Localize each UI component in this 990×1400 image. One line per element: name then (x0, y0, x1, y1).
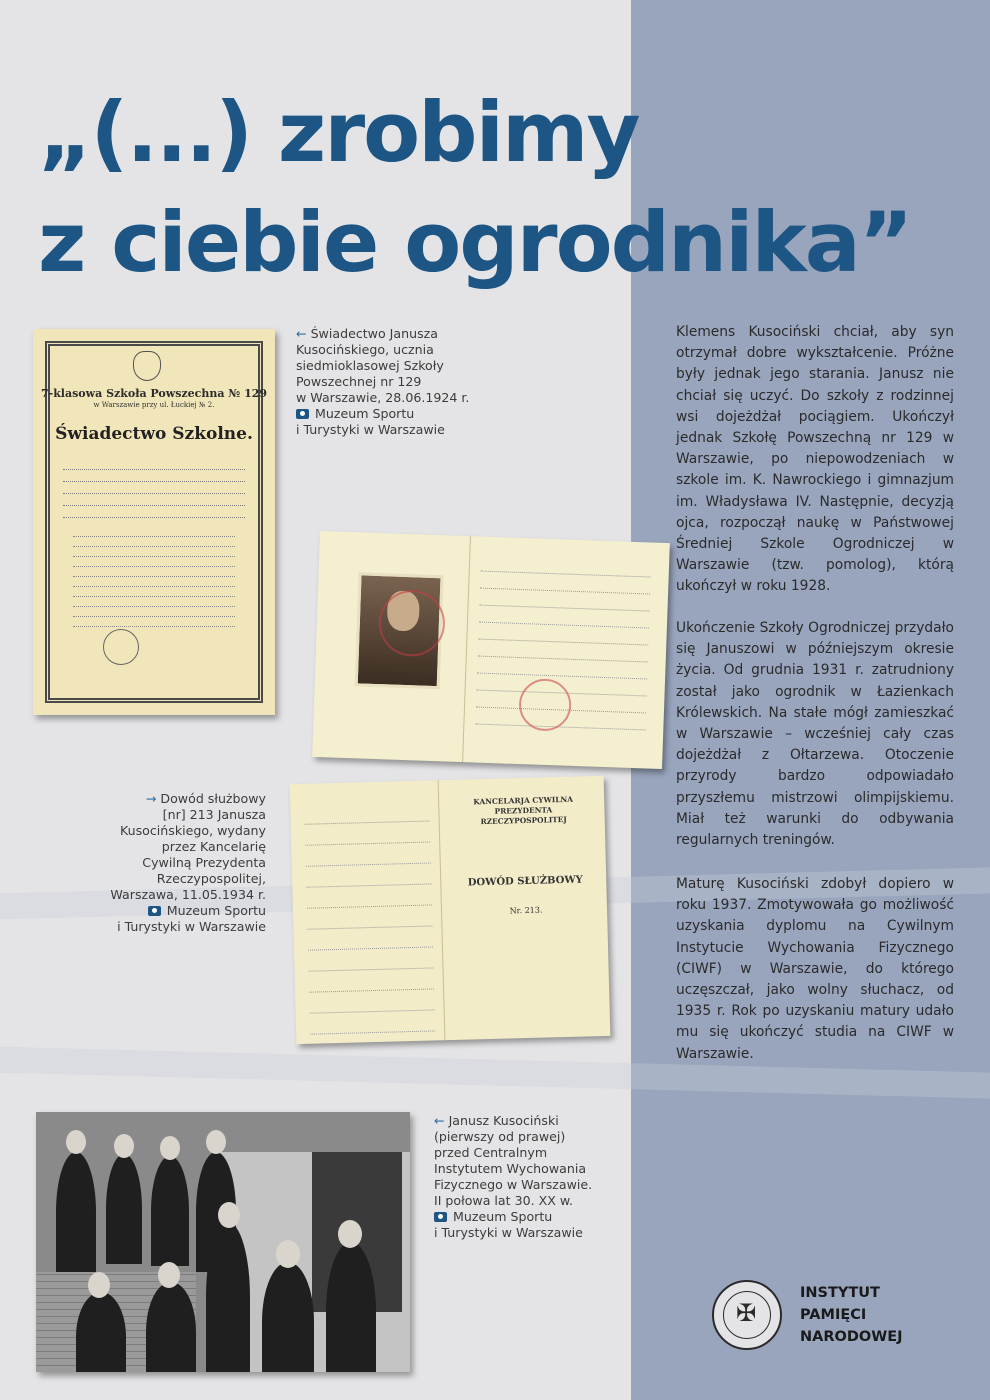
caption-line: Rzeczypospolitej, (156, 871, 266, 886)
arrow-right-icon: → (145, 791, 157, 806)
body-paragraph-2: Ukończenie Szkoły Ogrodniczej przydało się Januszowi w późniejszym okresie życia. Od grudnia 1931 r. zatrudniony został jako ogrodnik w Łazienkach Królewskich. Na stałe mógł zamieszkać w Warszawie – wcześniej cały czas dojeżdżał z Ołtarzewa. Otoczenie przyrody bardzo odpowiadało przyszłemu mistrzowi olimpijskiemu. Miał też warunki do odbywania regularnych treningów. (676, 620, 954, 849)
group-photo (36, 1112, 410, 1372)
arrow-left-icon: ← (434, 1113, 445, 1128)
caption-source: Muzeum Sportu (315, 406, 415, 421)
camera-icon (148, 906, 161, 916)
logo-line: INSTYTUT (800, 1285, 880, 1301)
caption-line: Dowód służbowy (160, 791, 266, 806)
id-card-caption (100, 791, 266, 935)
caption-line: Powszechnej nr 129 (296, 374, 422, 389)
caption-line: (pierwszy od prawej) (434, 1129, 566, 1144)
id-card-cover-image (290, 776, 611, 1044)
camera-icon (434, 1212, 447, 1222)
ipn-logo (712, 1280, 920, 1350)
caption-source: i Turystyki w Warszawie (296, 422, 445, 437)
eagle-emblem-icon (133, 351, 161, 381)
body-paragraph-3: Maturę Kusociński zdobył dopiero w roku 1937. Zmotywowała go możliwość uzyskania dyplomu na Cywilnym Instytucie Wychowania Fizycznego (CIWF) w Warszawie, do którego uczęszczał, jako wolny słuchacz, od 1935 r. Rok po uzyskaniu matury udało mu się ukończyć studia na CIWF w Warszawie. (676, 876, 954, 1062)
caption-line: Cywilną Prezydenta (142, 855, 266, 870)
arrow-left-icon: ← (296, 326, 307, 341)
logo-name (800, 1282, 903, 1348)
caption-line: Warszawa, 11.05.1934 r. (110, 887, 266, 902)
caption-source: i Turystyki w Warszawie (117, 919, 266, 934)
caption-line: Świadectwo Janusza (310, 326, 438, 341)
caption-line: w Warszawie, 28.06.1924 r. (296, 390, 470, 405)
caption-line: Instytutem Wychowania (434, 1161, 587, 1176)
school-certificate-image (33, 329, 275, 715)
id-heading: DOWÓD SŁUŻBOWY (467, 874, 583, 889)
id-cover-fields (304, 801, 435, 1035)
certificate-fields (63, 461, 245, 521)
caption-line: Kusocińskiego, wydany (120, 823, 266, 838)
caption-source: i Turystyki w Warszawie (434, 1225, 583, 1240)
title-line-1: „(...) zrobimy (38, 84, 639, 181)
caption-line: siedmioklasowej Szkoły (296, 358, 444, 373)
id-office: KANCELARJA CYWILNA PREZYDENTA RZECZYPOSPOLITEJ (473, 794, 574, 827)
caption-source: Muzeum Sportu (453, 1209, 553, 1224)
page-title (38, 78, 978, 298)
caption-line: Janusz Kusociński (448, 1113, 559, 1128)
caption-line: Kusocińskiego, ucznia (296, 342, 434, 357)
caption-line: Fizycznego w Warszawie. (434, 1177, 593, 1192)
logo-line: NARODOWEJ (800, 1329, 903, 1345)
caption-line: [nr] 213 Janusza (162, 807, 266, 822)
certificate-address: w Warszawie przy ul. Łuckiej № 2. (93, 401, 215, 409)
caption-source: Muzeum Sportu (166, 903, 266, 918)
logo-line: PAMIĘCI (800, 1307, 867, 1323)
certificate-grades (73, 529, 235, 629)
id-card-photo-page-image (312, 531, 670, 769)
id-number: Nr. 213. (509, 905, 543, 916)
certificate-school-name: 7-klasowa Szkoła Powszechna № 129 (40, 387, 268, 400)
caption-line: przed Centralnym (434, 1145, 548, 1160)
camera-icon (296, 409, 309, 419)
certificate-heading: Świadectwo Szkolne. (55, 424, 253, 444)
photo-caption (434, 1113, 624, 1241)
eagle-icon: ✠ (736, 1299, 757, 1327)
certificate-caption (296, 326, 496, 438)
title-line-2: z ciebie ogrodnika” (38, 194, 912, 291)
caption-line: przez Kancelarię (161, 839, 266, 854)
certificate-seal (103, 629, 139, 665)
body-paragraph-1: Klemens Kusociński chciał, aby syn otrzymał dobre wykształcenie. Próżne były jednak jego starania. Janusz nie chciał się uczyć. Do szkoły z rodzinnej wsi dojeżdżał pociągiem. Ukończył jednak Szkołę Powszechną nr 129 w Warszawie, po niepowodzeniach w szkole im. K. Nawrockiego i gimnazjum im. Władysława IV. Następnie, decyzją ojca, rozpoczął naukę w Państwowej Średniej Szkole Ogrodniczej w Warszawie (tzw. pomolog), którą ukończył w roku 1928. (676, 324, 954, 595)
caption-line: II połowa lat 30. XX w. (434, 1193, 574, 1208)
